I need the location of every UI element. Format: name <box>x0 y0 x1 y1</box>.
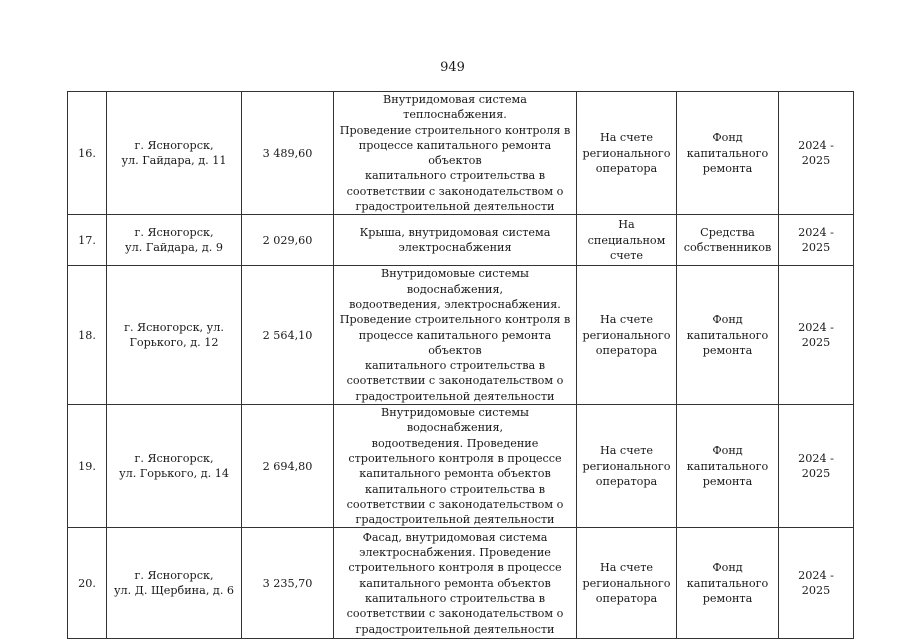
works-cell-line: градостроительной деятельности <box>355 200 555 214</box>
address-cell <box>107 266 242 405</box>
works-cell-line: соответствии с законодательством о <box>346 497 564 511</box>
address-cell <box>107 215 242 266</box>
works-cell-line: электроснабжения. Проведение <box>359 546 551 560</box>
table-row <box>68 266 854 405</box>
address-cell-line: ул. Горького, д. 14 <box>119 467 229 481</box>
address-cell-line: г. Ясногорск, <box>134 451 214 465</box>
works-cell-line: Внутридомовая система теплоснабжения. <box>383 93 527 122</box>
funding-source-cell <box>677 266 779 405</box>
row-number-cell: 18. <box>68 266 107 405</box>
account-cell <box>577 528 677 639</box>
works-cell-line: капитального ремонта объектов <box>359 576 551 590</box>
account-cell-line: оператора <box>595 592 658 606</box>
funding-source-cell <box>677 215 779 266</box>
page-number: 949 <box>440 60 465 75</box>
area-cell: 3 235,70 <box>242 528 334 639</box>
account-cell-line: счете <box>609 249 644 263</box>
account-cell-line: регионального <box>582 328 671 342</box>
works-cell-line: водоотведения, электроснабжения. <box>349 297 561 311</box>
account-cell-line: оператора <box>595 474 658 488</box>
account-cell-line: На счете <box>599 131 654 145</box>
works-cell-line: градостроительной деятельности <box>355 389 555 403</box>
account-cell-line: регионального <box>582 459 671 473</box>
account-cell-line: оператора <box>595 161 658 175</box>
works-cell-line: Проведение строительного контроля в <box>339 123 571 137</box>
row-number-cell: 17. <box>68 215 107 266</box>
address-cell-line: г. Ясногорск, <box>134 226 214 240</box>
works-cell-line: процессе капитального ремонта объектов <box>358 328 552 357</box>
funding-source-cell-line: ремонта <box>702 474 753 488</box>
address-cell-line: г. Ясногорск, <box>134 569 214 583</box>
address-cell-line: ул. Д. Щербина, д. 6 <box>113 584 235 598</box>
table-row <box>68 405 854 528</box>
period-cell: 2024 - 2025 <box>779 528 854 639</box>
account-cell-line: На <box>618 218 635 232</box>
table-row <box>68 92 854 215</box>
account-cell-line: регионального <box>582 576 671 590</box>
account-cell-line: специальном <box>587 233 666 247</box>
works-cell <box>334 92 577 215</box>
address-cell <box>107 405 242 528</box>
account-cell-line: На счете <box>599 313 654 327</box>
account-cell <box>577 266 677 405</box>
funding-source-cell-line: капитального <box>686 459 769 473</box>
funding-source-cell-line: Средства <box>700 226 755 240</box>
works-cell-line: капитального строительства в <box>364 592 546 606</box>
funding-source-cell <box>677 92 779 215</box>
works-cell-line: Крыша, внутридомовая система <box>359 226 551 240</box>
area-cell: 2 029,60 <box>242 215 334 266</box>
account-cell <box>577 405 677 528</box>
funding-source-cell-line: Фонд <box>712 561 743 575</box>
funding-source-cell <box>677 405 779 528</box>
account-cell-line: оператора <box>595 343 658 357</box>
account-cell-line: На счете <box>599 444 654 458</box>
works-cell-line: градостроительной деятельности <box>355 622 555 636</box>
works-cell-line: соответствии с законодательством о <box>346 374 564 388</box>
works-cell-line: строительного контроля в процессе <box>348 561 562 575</box>
address-cell-line: ул. Гайдара, д. 11 <box>121 154 227 168</box>
address-cell <box>107 528 242 639</box>
works-cell <box>334 405 577 528</box>
works-cell-line: капитального ремонта объектов <box>359 467 551 481</box>
works-cell <box>334 266 577 405</box>
area-cell: 2 564,10 <box>242 266 334 405</box>
row-number-cell: 20. <box>68 528 107 639</box>
table-row <box>68 215 854 266</box>
area-cell: 2 694,80 <box>242 405 334 528</box>
period-cell: 2024 - 2025 <box>779 92 854 215</box>
funding-source-cell-line: Фонд <box>712 313 743 327</box>
address-cell <box>107 92 242 215</box>
period-cell: 2024 - 2025 <box>779 215 854 266</box>
address-cell-line: Горького, д. 12 <box>129 336 219 350</box>
works-cell-line: Фасад, внутридомовая система <box>362 530 548 544</box>
funding-source-cell-line: Фонд <box>712 131 743 145</box>
works-cell-line: водоотведения. Проведение <box>371 436 539 450</box>
account-cell-line: регионального <box>582 146 671 160</box>
works-cell-line: градостроительной деятельности <box>355 513 555 527</box>
period-cell: 2024 - 2025 <box>779 405 854 528</box>
account-cell-line: На счете <box>599 561 654 575</box>
funding-source-cell-line: ремонта <box>702 343 753 357</box>
funding-source-cell-line: капитального <box>686 576 769 590</box>
account-cell <box>577 92 677 215</box>
works-cell-line: электроснабжения <box>398 241 512 255</box>
capital-repair-table <box>67 91 854 639</box>
address-cell-line: г. Ясногорск, <box>134 138 214 152</box>
works-cell-line: процессе капитального ремонта объектов <box>358 138 552 168</box>
table-row <box>68 528 854 639</box>
funding-source-cell-line: ремонта <box>702 592 753 606</box>
funding-source-cell-line: собственников <box>683 241 772 255</box>
works-cell-line: Внутридомовые системы водоснабжения, <box>381 267 529 296</box>
works-cell-line: Внутридомовые системы водоснабжения, <box>381 406 529 435</box>
works-cell-line: соответствии с законодательством о <box>346 607 564 621</box>
works-cell-line: капитального строительства в <box>364 482 546 496</box>
works-cell-line: Проведение строительного контроля в <box>339 313 571 327</box>
works-cell <box>334 528 577 639</box>
works-cell-line: строительного контроля в процессе <box>348 451 562 465</box>
funding-source-cell-line: ремонта <box>702 161 753 175</box>
works-cell-line: капитального строительства в <box>364 169 546 183</box>
address-cell-line: ул. Гайдара, д. 9 <box>125 241 223 255</box>
area-cell: 3 489,60 <box>242 92 334 215</box>
funding-source-cell-line: Фонд <box>712 444 743 458</box>
address-cell-line: г. Ясногорск, ул. <box>124 320 224 334</box>
row-number-cell: 16. <box>68 92 107 215</box>
works-cell-line: соответствии с законодательством о <box>346 184 564 198</box>
row-number-cell: 19. <box>68 405 107 528</box>
works-cell <box>334 215 577 266</box>
account-cell <box>577 215 677 266</box>
funding-source-cell <box>677 528 779 639</box>
funding-source-cell-line: капитального <box>686 146 769 160</box>
works-cell-line: капитального строительства в <box>364 359 546 373</box>
funding-source-cell-line: капитального <box>686 328 769 342</box>
period-cell: 2024 - 2025 <box>779 266 854 405</box>
